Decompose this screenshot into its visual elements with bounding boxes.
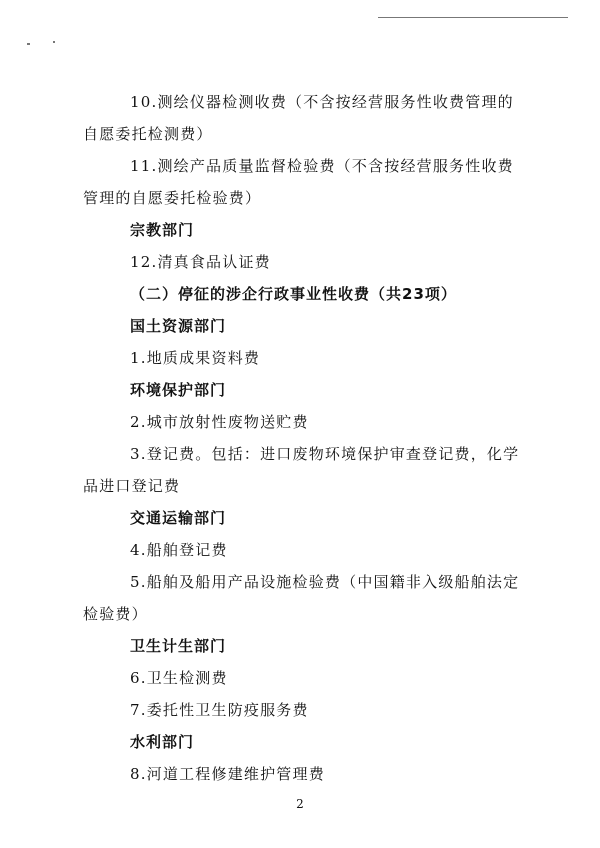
- item-4: 4.船舶登记费: [130, 541, 228, 559]
- scan-mark-dot-left: [27, 43, 30, 45]
- item-11-line-2: 管理的自愿委托检验费）: [83, 189, 262, 207]
- item-1: 1.地质成果资料费: [130, 349, 261, 367]
- item-11-line-1: 11.测绘产品质量监督检验费（不含按经营服务性收费: [130, 157, 514, 175]
- section-heading-2: （二）停征的涉企行政事业性收费（共23项）: [130, 285, 457, 303]
- item-10-line-1: 10.测绘仪器检测收费（不含按经营服务性收费管理的: [130, 93, 514, 111]
- item-7: 7.委托性卫生防疫服务费: [130, 701, 309, 719]
- item-5-line-1: 5.船舶及船用产品设施检验费（中国籍非入级船舶法定: [130, 573, 520, 591]
- item-12: 12.清真食品认证费: [130, 253, 271, 271]
- dept-heading-environment: 环境保护部门: [130, 381, 227, 399]
- dept-heading-religion: 宗教部门: [130, 221, 195, 239]
- item-6: 6.卫生检测费: [130, 669, 228, 687]
- item-5-line-2: 检验费）: [83, 605, 148, 623]
- page-number: 2: [296, 797, 304, 811]
- item-10-line-2: 自愿委托检测费）: [83, 125, 213, 143]
- dept-heading-water: 水利部门: [130, 733, 195, 751]
- dept-heading-land: 国土资源部门: [130, 317, 227, 335]
- dept-heading-health: 卫生计生部门: [130, 637, 227, 655]
- scan-mark-dot-left-2: [53, 41, 55, 43]
- item-2: 2.城市放射性废物送贮费: [130, 413, 309, 431]
- dept-heading-transport: 交通运输部门: [130, 509, 227, 527]
- item-8: 8.河道工程修建维护管理费: [130, 765, 325, 783]
- item-3-line-1: 3.登记费。包括：进口废物环境保护审查登记费，化学: [130, 445, 520, 463]
- scan-mark-top-right: [378, 17, 568, 18]
- item-3-line-2: 品进口登记费: [83, 477, 181, 495]
